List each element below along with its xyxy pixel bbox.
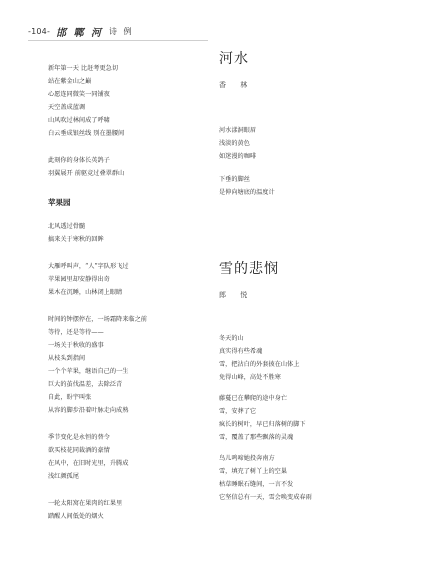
poem-line: 等待，还是等待—— [48,329,104,336]
poem-line: 鸟儿鸣啼她投奔南方 [219,455,275,462]
poem-line: 藤蔓已在攀爬的途中身亡 [219,395,288,402]
poem-line: 从容的脚步沿着叶脉走向成熟 [48,407,129,414]
poem-line: 浅淡的黄色 [219,140,250,147]
poem-author: 香 林 [219,81,254,89]
section-title: 诗 例 [109,26,134,36]
poem-line: 一场关于秋收的盛事 [48,342,104,349]
poem-title: 雪的悲悯 [219,261,279,277]
poem-line: 时间的钟摆停在，一场霜降来临之前 [48,316,147,323]
poem-line: 天空盖成蓝调 [48,104,86,111]
poem-heading [219,48,253,92]
poem-line: 巨大的茧伐温差，去除泛青 [48,381,123,388]
poem-line: 踏醒人间低处的烟火 [48,513,104,520]
poem-line: 羽翼展开 前驱竞过叠翠群山 [48,170,125,177]
poem-line: 真实得有些希魂 [219,348,263,355]
poem-line: 心愿连同微笑一同铺夜 [48,91,110,98]
stanza [219,173,275,199]
poem-line: 山风吹过林间成了呼啸 [48,117,110,124]
stanza [48,220,213,246]
poem-line: 北风透过骨髓 [48,223,86,230]
poem-line: 季节变化是永恒的替令 [48,434,110,441]
stanza [48,260,213,299]
poem-line: 在风中，在旧时光里，升腾成 [48,460,129,467]
stanza [219,452,312,504]
poem-line: 河水漾洞眼眉 [219,127,257,134]
poem-line: 站在紫金山之巅 [48,78,92,85]
poem-line: 此刻你的身体长英鸽子 [48,157,110,164]
poem-subtitle: 苹果园 [48,198,71,207]
stanza [48,497,213,523]
poem-heading [219,258,279,302]
poem-line: 冬天的山 [219,335,244,342]
poem-line: 雪，覆盖了那些飘落的灵魂 [219,434,294,441]
poem-line: 雪，安葬了它 [219,408,257,415]
stanza [48,313,213,417]
page-number: -104- [28,26,51,36]
journal-title: 邯 鄲 河 [56,27,104,39]
poem-line: 它坚信总有一天，雪会唤变成春雨 [219,494,312,501]
poem-line: 一轮太阳窝在果肉的红果里 [48,500,123,507]
poem-line: 雪，填充了树丫上的空巢 [219,468,288,475]
poem-line: 枯草睡眠石缝间，一言不发 [219,481,294,488]
poem-line: 白云垂成银丝线 别在墨腰间 [48,130,125,137]
stanza [48,431,213,483]
poem-line: 从枝头到指间 [48,355,86,362]
poem-title: 河水 [219,51,249,67]
stanza [219,124,256,163]
poem-line: 自此，盼宇叫张 [48,394,92,401]
poem-line: 大雁呼叫声，“人”字队形飞过 [48,263,129,270]
poem-line: 雪，把沾白的外套披在山体上 [219,361,300,368]
poem-line: 欲买枝花同裁酒的豪情 [48,447,110,454]
poem-line: 搞来关于寒秋的回眸 [48,236,104,243]
left-column [48,62,213,523]
poem-line: 一个个苹果，继语自己的一生 [48,368,129,375]
header-divider [28,40,208,41]
poem-line: 下垂的脚丝 [219,176,250,183]
poem-line: 苹果园里却安静得出奇 [48,276,110,283]
poem-line: 新年第一天 比赶考更急切 [48,65,119,72]
page-header [28,24,134,38]
stanza [219,332,299,384]
poem-line: 疯长的树叶，早已归落树的脚下 [219,421,306,428]
poem-line: 果木在沉睡，山林闭上眼睛 [48,289,123,296]
poem-line: 如迷漫的咖啡 [219,153,257,160]
stanza [48,154,213,180]
poem-line: 是伸向塘底的温度计 [219,189,275,196]
poem-author: 郎 悦 [219,291,254,299]
poem-line: 浅红颜孤尾 [48,473,79,480]
stanza [219,392,306,444]
poem-line: 免得山峰，高处不胜寒 [219,374,281,381]
stanza [48,62,213,140]
